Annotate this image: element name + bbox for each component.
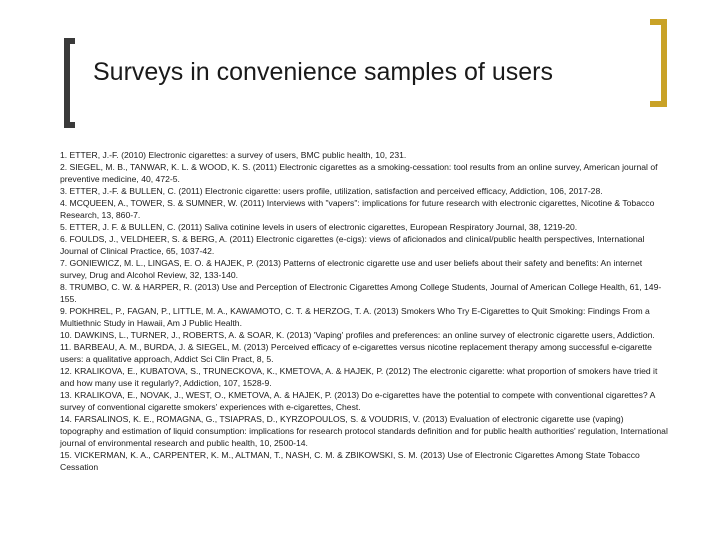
reference-item-5: 5. ETTER, J. F. & BULLEN, C. (2011) Saliva cotinine levels in users of electronic cigarettes, European Respiratory Journal, 38, 1219-20. <box>60 222 578 232</box>
reference-item-1: 1. ETTER, J.-F. (2010) Electronic cigarettes: a survey of users, BMC public health, 10, 231. <box>60 150 407 160</box>
right-bracket-decoration <box>650 19 667 107</box>
reference-item-7: 7. GONIEWICZ, M. L., LINGAS, E. O. & HAJEK, P. (2013) Patterns of electronic cigarette use and user beliefs about their safety and benefits: An internet survey, Drug and Alcohol Review, 32, 133-140. <box>60 258 643 280</box>
reference-list <box>60 149 668 473</box>
reference-item-15: 15. VICKERMAN, K. A., CARPENTER, K. M., ALTMAN, T., NASH, C. M. & ZBIKOWSKI, S. M. (2013) Use of Electronic Cigarettes Among State Tobacco Cessation <box>60 450 640 472</box>
reference-item-9: 9. POKHREL, P., FAGAN, P., LITTLE, M. A., KAWAMOTO, C. T. & HERZOG, T. A. (2013) Smokers Who Try E-Cigarettes to Quit Smoking: Findings From a Multiethnic Study in Hawaii, Am J Public Health. <box>60 306 650 328</box>
reference-item-13: 13. KRALIKOVA, E., NOVAK, J., WEST, O., KMETOVA, A. & HAJEK, P. (2013) Do e-cigarettes have the potential to compete with conventional cigarettes? A survey of conventional cigarette smokers' experiences with e-cigarettes, Chest. <box>60 390 655 412</box>
left-bracket-decoration <box>64 38 75 128</box>
reference-item-4: 4. MCQUEEN, A., TOWER, S. & SUMNER, W. (2011) Interviews with "vapers": implications for future research with electronic cigarettes, Nicotine & Tobacco Research, 13, 860-7. <box>60 198 655 220</box>
reference-item-8: 8. TRUMBO, C. W. & HARPER, R. (2013) Use and Perception of Electronic Cigarettes Among College Students, Journal of American College Health, 61, 149-155. <box>60 282 662 304</box>
reference-item-12: 12. KRALIKOVA, E., KUBATOVA, S., TRUNECKOVA, K., KMETOVA, A. & HAJEK, P. (2012) The electronic cigarette: what proportion of smokers have tried it and how many use it regularly?, Addiction, 107, 1528-9. <box>60 366 658 388</box>
slide-title: Surveys in convenience samples of users <box>93 58 553 86</box>
reference-item-10: 10. DAWKINS, L., TURNER, J., ROBERTS, A. & SOAR, K. (2013) 'Vaping' profiles and preferences: an online survey of electronic cigarette users, Addiction. <box>60 330 655 340</box>
reference-item-14: 14. FARSALINOS, K. E., ROMAGNA, G., TSIAPRAS, D., KYRZOPOULOS, S. & VOUDRIS, V. (2013) Evaluation of electronic cigarette use (vaping) topography and estimation of liquid consumption: implications for research protocol standards definition and for public health authorities' regulation, International journal of environmental research and public health, 10, 2500-14. <box>60 414 668 448</box>
reference-item-3: 3. ETTER, J.-F. & BULLEN, C. (2011) Electronic cigarette: users profile, utilization, satisfaction and perceived efficacy, Addiction, 106, 2017-28. <box>60 186 603 196</box>
reference-item-6: 6. FOULDS, J., VELDHEER, S. & BERG, A. (2011) Electronic cigarettes (e-cigs): views of aficionados and clinical/public health perspectives, International Journal of Clinical Practice, 65, 1037-42. <box>60 234 645 256</box>
reference-item-11: 11. BARBEAU, A. M., BURDA, J. & SIEGEL, M. (2013) Perceived efficacy of e-cigarettes versus nicotine replacement therapy among successful e-cigarette users: a qualitative approach, Addict Sci Clin Pract, 8, 5. <box>60 342 652 364</box>
reference-item-2: 2. SIEGEL, M. B., TANWAR, K. L. & WOOD, K. S. (2011) Electronic cigarettes as a smoking-cessation: tool results from an online survey, American journal of preventive medicine, 40, 472-5. <box>60 162 658 184</box>
